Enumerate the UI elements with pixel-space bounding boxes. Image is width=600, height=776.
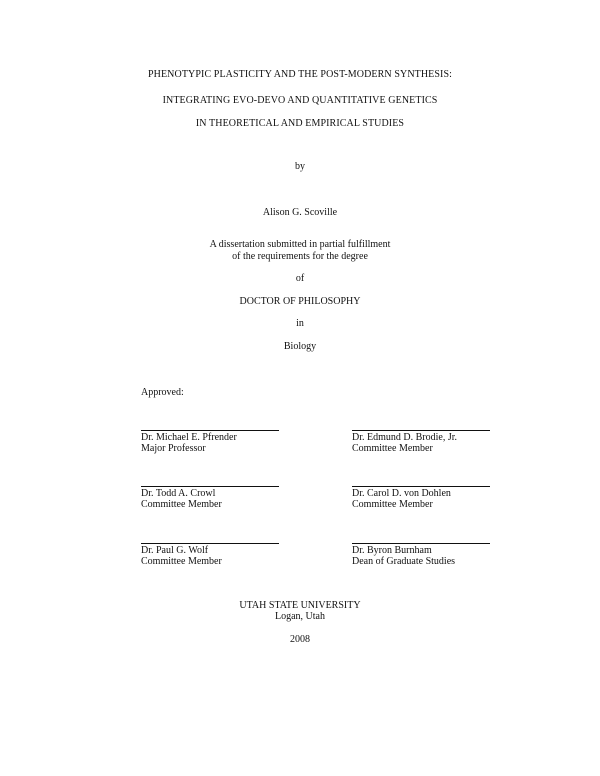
signature-block-dean xyxy=(352,543,490,567)
author-name: Alison G. Scoville xyxy=(262,207,338,218)
signature-line xyxy=(141,543,279,544)
submission-line-1: A dissertation submitted in partial fulfillment xyxy=(209,239,391,250)
signatory-role: Committee Member xyxy=(141,499,222,510)
signatory-name: Dr. Paul G. Wolf xyxy=(141,545,209,556)
signature-line xyxy=(352,430,490,431)
of-label: of xyxy=(295,273,305,284)
in-label: in xyxy=(296,318,304,329)
signatory-role: Major Professor xyxy=(141,443,206,454)
signature-block-committee-2 xyxy=(141,486,279,510)
signatory-name: Dr. Todd A. Crowl xyxy=(141,488,216,499)
title-line-3: IN THEORETICAL AND EMPIRICAL STUDIES xyxy=(195,118,405,129)
signature-line xyxy=(352,543,490,544)
signatory-name: Dr. Carol D. von Dohlen xyxy=(352,488,451,499)
signatory-role: Committee Member xyxy=(352,443,433,454)
degree-name: DOCTOR OF PHILOSOPHY xyxy=(239,296,361,307)
institution-name: UTAH STATE UNIVERSITY xyxy=(239,600,361,611)
approved-label: Approved: xyxy=(141,387,184,398)
by-label: by xyxy=(295,161,305,172)
signature-line xyxy=(352,486,490,487)
title-line-1: PHENOTYPIC PLASTICITY AND THE POST-MODERN SYNTHESIS: xyxy=(147,69,453,80)
signatory-name: Dr. Byron Burnham xyxy=(352,545,432,556)
signature-block-major-professor xyxy=(141,430,279,454)
signatory-role: Committee Member xyxy=(141,556,222,567)
signature-line xyxy=(141,486,279,487)
signature-block-committee-1 xyxy=(352,430,490,454)
field-name: Biology xyxy=(283,341,317,352)
signatory-name: Dr. Michael E. Pfrender xyxy=(141,432,237,443)
submission-line-2: of the requirements for the degree xyxy=(232,251,368,262)
signatory-name: Dr. Edmund D. Brodie, Jr. xyxy=(352,432,457,443)
signatory-role: Dean of Graduate Studies xyxy=(352,556,456,567)
signatory-role: Committee Member xyxy=(352,499,433,510)
year: 2008 xyxy=(290,634,310,645)
institution-location: Logan, Utah xyxy=(275,611,325,622)
signature-block-committee-3 xyxy=(352,486,490,510)
title-line-2: INTEGRATING EVO-DEVO AND QUANTITATIVE GENETICS xyxy=(162,95,438,106)
signature-line xyxy=(141,430,279,431)
signature-block-committee-4 xyxy=(141,543,279,567)
